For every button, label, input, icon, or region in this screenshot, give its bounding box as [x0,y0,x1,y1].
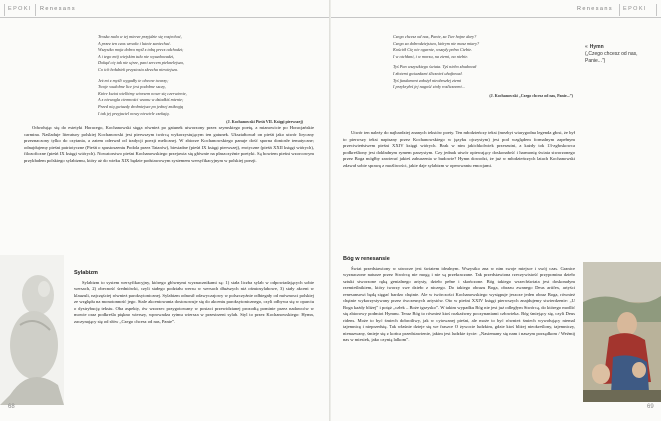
poem-line: Przed nią gwiazdy drobniejsze po jednej zniknąją [98,103,184,109]
right-section [343,256,575,345]
right-poem-lines [393,34,573,91]
right-section-heading: Bóg w renesansie [343,256,390,262]
right-painting-image [583,262,661,402]
left-section [74,270,314,326]
poem-line: Tyś Pan wszystkiego świata. Tyś niebo zbudował [393,64,477,70]
margin-note-title: („Czego chcesz od nas, Panie...”) [585,51,638,64]
poem-line: Które kwiat wielbimy wiorsem nowe się czerwienie, [98,90,187,96]
left-poem-attribution: (J. Kochanowski Pieśń VII. Księgi pierwszej) [226,119,303,125]
poem-line: Wszystko moja dobra myśl z tobą precz odchodzi; [98,47,184,53]
poem-line: Tyś fundament założył nieobeszłej ziemi [393,77,462,83]
margin-note [585,44,655,65]
left-sculpture-image [0,255,64,405]
poem-line: A przez ten czas wesoła i lutnie zaniechać. [98,40,171,46]
poem-line: Troska rada w tej mierze przyjdzie się rozjechać, [98,34,182,39]
margin-note-bullet: « [585,44,588,50]
right-section-paragraph: Świat przedstawiony w utworze jest światem idealnym. Wszystko zna w nim swoje miejsce i swój czas. Granice wyznaczone naturze przez Stwórcę nie mogą i nie są przekraczane. Tak przedstawiona rzeczywistość przypomina dzieło sztuki stworzone ręką genialnego artysty, dzieło pełne i skończone. Bóg takiego wszechświata jest doskonałym rzemieślnikiem, który tworzy swe dzieło z niczego. Do takiego obrazu Boga, obrazu zwanego Deus artifex, artyści renesansowi będą sięgać bardzo chętnie. Ale w twórczości Kochanowskiego występuje jeszcze jeden obraz Boga, również chętnie wykorzystywany przez ówczesnych artystów. Oto w pieśni XXIV księgi pierwszych znajdujemy stwierdzenie: „U Boga każdy bliżej” i potęż „człek – Boże igrzysko”. W takim wypadku Bóg nie jest już odległym Stwórcą, do którego modlić się zbiorowy podmiot Hymnu. Teraz Bóg to również ktoś rozkaźwny poczynaniami człowieka. Bóg śmiejący się, czyli Deus ridens. Może to być śmiech dobrotliwy, jak w cytowanej pieśni, ale może to być również śmiech wywołujący niemal tajemnicę i nieprzedsię. Tak właśnie dzieje się we fraszce O żywocie ludzkim, gdzie ktoś bliżej nieokreślony, tajemniczy, nienazwany, śmieje się z końca przedstawienie, jakim jest ludzkie życie: „Nasiemany się nam i naszym porządkom / Weźmij nas w miesiek, jako czynią lalkom”. [343,265,575,342]
poem-line: Co ich hołubiek przystosia skrzcha niewiejsza. [98,66,178,72]
poem-line: Kościół Cię nie ogarnie, wszędy pełno Ciebie. [393,47,473,53]
left-poem-lines [98,34,303,117]
left-page [0,0,330,421]
poem-line: I przykryłeś jej nagość zioły rozlicznemi... [393,84,465,90]
poem-line: I tak jej przyjaciel nowy niewiele czekają. [98,110,170,116]
right-poem [393,34,573,99]
right-header-title: Renesans [577,6,613,12]
margin-note-label: Hymn [589,44,604,50]
right-page [331,0,661,421]
right-intro-text [343,130,575,170]
poem-line: A i tego mój wiejskim tułu nie wyuzdowadzi, [98,53,175,59]
left-intro-paragraph: Odwołując się do estetyki Horacego, Kochanowski sięga również po gatunek utworzony przez rzymskiego poetę, a mianowicie po Horacjańskie carmina. Naśladuje literatury polskiej Kochanowski jest pierwszym twórcą wykorzystującym ten gatunek. Ukształtował on pieśń jako utwór liryczny przeznaczony tylko do czytania, a zatem oderwał od tradycji poezji melicznej. W zbiorze Kochanowskiego panuje dość sporna doniosłe tematyczne; odnajdujemy pieśni patriotyczne (Pieśń o spustoszeniu Podola przez Tatarów), biesiadne (pieśń IX księgi pierwszej), erotyczne (pieśń XXII księgi wtórych), filozoficzne (pieśń IX księgi wtórych). Nowatorstwo pieśni Kochanowskiego przejawia się głównie na płaszczyźnie poetyki. Są bowiem pieśni wzorcowym przykładem polskiego sylabizmu, który aż do wieku XIX będzie podstawowym systemem wersyfikacyjnym w polskiej poezji. [24,125,314,163]
poem-line: A z niewagla ciemności wsonu w dziadkiś mienie; [98,97,184,103]
left-header-section: EPOKI [8,6,32,12]
right-intro-paragraph: Utwór ten należy do najbardziej znanych tekstów poety. Ten młodzieńczy tekst (mezbyt wiarygodna legenda głosi, że był to pierwszy tekst napisany przez Kochanowskiego w języku ojczystym) jest pod względem formalnym zapełnym przeciwieństwem pieśni XXIV księgi wtórych. Brak w nim jakichkolwiek przerzutni, a każdy tok 13-zgłoskowca podkreśliony jest dokładnym rymem parzystym. Czy jednak utwór opiewający doskonałość i harmonię świata stworzonego przez Boga mógłby zawierać jakieś zaburzenia w budowie? Hymn dowodzi, że już w młodzieńczych latach Kochanowski zdawał sobie sprawę z możliwości, jakie daje sylabizm w operowaniu emocjami. [343,130,575,168]
left-section-heading: Sylabizm [74,270,98,276]
poem-line: Jeż mi z myśli wygadły te obecne twarzy; [98,77,169,83]
left-section-paragraph: Sylabizm to system wersyfikacyjny, którego głównymi wyznacznikami są: 1) stała liczba sylab w odpowiadających sobie wersach, 2) obecność średniówki, czyli stałego podziału wersu w wersach dłuższych niż ośmiosylabowe, 3) stały akcent w klauzuli, najczęściej również paroksytonicznej. Sylabizm odnosił odzwyczajowy w polszczyźnie odbiegały od mównosci polskiej ze względu na monotonność jego. Stale akcentowania dostosowuje się do akcentu paroksytonicznego, czyli odbywa się w oparciu o dystrybucję tekstu. Oba aspekty, ów wzorzec przygotowany w postaci przewidzianej prozodią pominie przez nadawców w mowie oraz podkreśla piękno wierszy, wprowadza rytmu wiersza w przestrzeni sylab. Styl to przez Kochanowskiego: Hymn, zaczynający się od słów „Czego chcesz od nas, Panie”. [74,279,314,324]
poem-line: Dokąd cię tak nie ujrze, pani sercem pieknelejsza, [98,60,184,66]
poem-line: I złotemi gwiazdami ślicznieś uhaftował. [393,70,463,76]
poem-line: Czego za dobrodziejstwa, którym nie masz miary? [393,40,480,46]
left-poem [98,34,303,126]
poem-line: Twoje wudobne lice jest podobne szczy, [98,84,166,90]
left-intro-text [24,125,314,165]
left-header-title: Renesans [40,6,76,12]
poem-line: I w otchłani, i w morzu, na ziemi, na niebie. [393,53,469,59]
right-header-section: EPOKI [623,6,647,12]
left-header-rule [0,17,330,18]
left-page-number: 68 [8,404,15,410]
right-poem-attribution: (J. Kochanowski „Czego chcesz od nas, Panie...”) [489,92,573,98]
right-header-rule [331,17,661,18]
poem-line: Czego chcesz od nas, Panie, za Twe hojne dary? [393,34,477,39]
right-page-number: 69 [647,404,654,410]
